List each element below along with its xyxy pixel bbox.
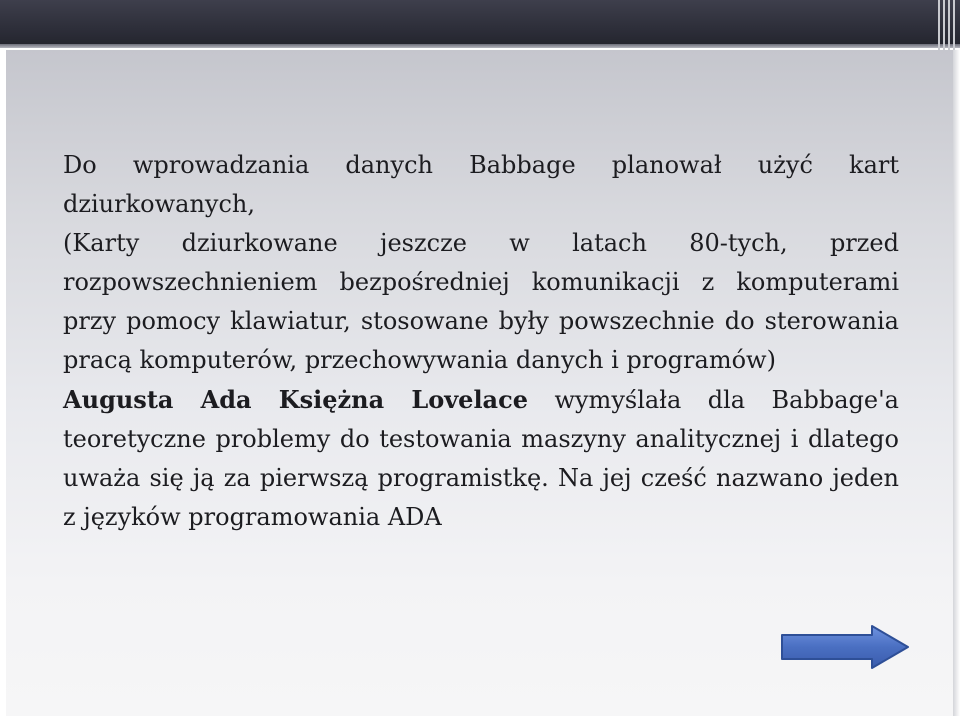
header-bar: [0, 0, 960, 44]
ada-lovelace-name: Augusta Ada Księżna Lovelace: [63, 385, 528, 414]
panel-shadow: [953, 50, 960, 716]
header-divider: [0, 44, 960, 48]
slide-body-text: [63, 146, 899, 537]
right-arrow-icon[interactable]: [780, 624, 910, 670]
paragraph-babbage-input: Do wprowadzania danych Babbage planował użyć kart dziurkowanych,: [63, 151, 899, 218]
paragraph-punched-cards: (Karty dziurkowane jeszcze w latach 80-tych, przed rozpowszechnieniem bezpośredniej komunikacji z komputerami przy pomocy klawiatur, stosowane były powszechnie do sterowania pracą komputerów, przechowywania danych i programów): [63, 229, 899, 374]
paragraph-ada-lovelace: [63, 380, 899, 537]
ada-lovelace-description: wymyślała dla Babbage'a teoretyczne problemy do testowania maszyny analitycznej i dlatego uważa się ją za pierwszą programistkę. Na jej cześć nazwano jeden z języków programowania ADA: [63, 386, 899, 531]
